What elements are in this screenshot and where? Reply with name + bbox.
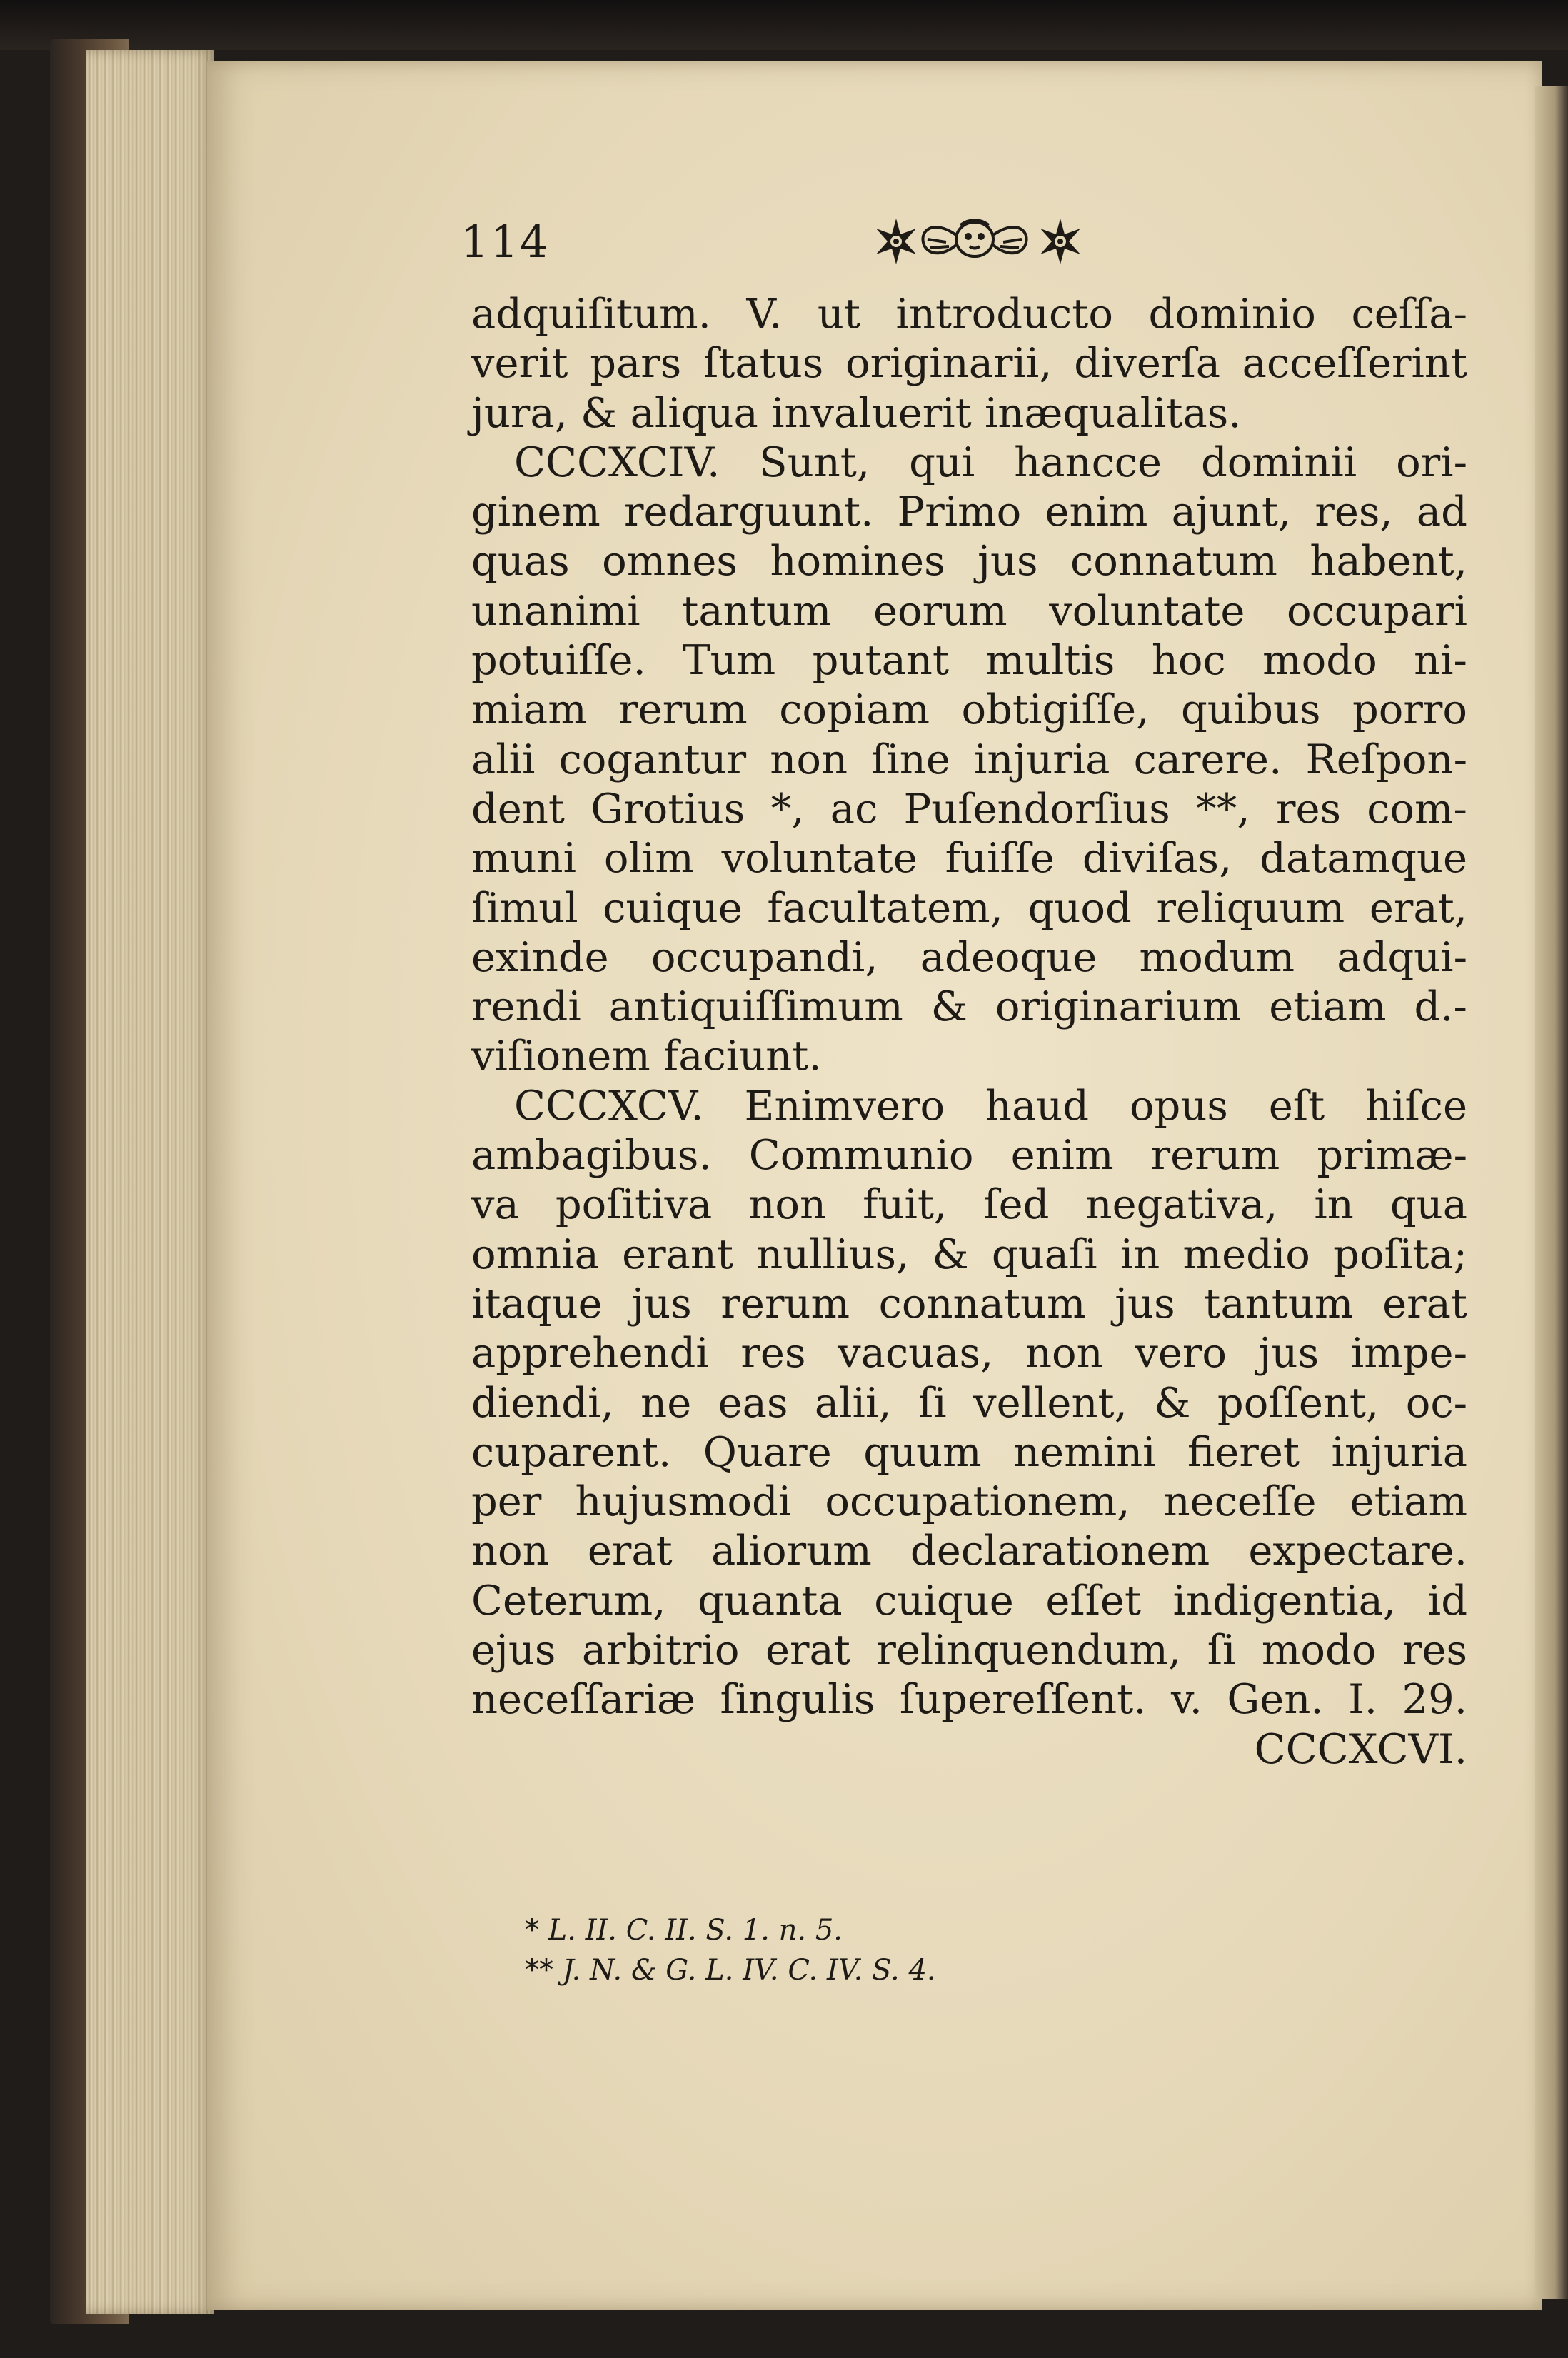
text-line: ambagibus. Communio enim rerum primæ- xyxy=(471,1131,1467,1180)
text-line: ginem redarguunt. Primo enim ajunt, res, ad xyxy=(471,488,1467,536)
text-line: unanimi tantum eorum voluntate occupari xyxy=(471,586,1467,635)
text-line: ejus arbitrio erat relinquendum, ſi modo res xyxy=(471,1626,1467,1675)
text-line: omnia erant nullius, & quaſi in medio poſita; xyxy=(471,1230,1467,1278)
text-line: dent Grotius *, ac Puſendorſius **, res com- xyxy=(471,784,1467,833)
text-line: va poſitiva non fuit, ſed negativa, in qua xyxy=(471,1180,1467,1229)
page-right-edge xyxy=(1535,86,1568,2299)
text-line: diendi, ne eas alii, ſi vellent, & poſſent, oc- xyxy=(471,1378,1467,1427)
text-line: viſionem faciunt. xyxy=(471,1032,822,1080)
text-line: itaque jus rerum connatum jus tantum erat xyxy=(471,1279,1467,1328)
page-body xyxy=(471,289,1467,1774)
text-line: adquiſitum. V. ut introducto dominio ceſſa- xyxy=(471,290,1467,338)
footnote: * L. II. C. II. S. 1. n. 5. xyxy=(525,1914,843,1947)
text-line: exinde occupandi, adeoque modum adqui- xyxy=(471,933,1467,981)
text-line: apprehendi res vacuas, non vero jus impe- xyxy=(471,1329,1467,1378)
text-line: jura, & aliqua invaluerit inæqualitas. xyxy=(471,388,1242,437)
catchword: CCCXCVI. xyxy=(1254,1725,1467,1773)
section-heading-line: CCCXCV. Enimvero haud opus eſt hiſce xyxy=(514,1081,1467,1130)
text-line: neceſſariæ ſingulis ſupereſſent. v. Gen. I. 29. xyxy=(471,1675,1467,1724)
page-header xyxy=(461,200,1496,279)
scan-background xyxy=(0,0,1568,50)
text-line: miam rerum copiam obtigiſſe, quibus porro xyxy=(471,686,1467,734)
text-line: cuparent. Quare quum nemini fieret injuria xyxy=(471,1428,1467,1476)
text-line: quas omnes homines jus connatum habent, xyxy=(471,537,1467,586)
page-edges xyxy=(86,50,214,2314)
text-line: potuiſſe. Tum putant multis hoc modo ni- xyxy=(471,636,1467,685)
page-number: 114 xyxy=(461,216,550,268)
footnotes xyxy=(525,1910,1239,1990)
ornament-cherub-stars-icon xyxy=(803,200,1146,279)
text-line: verit pars ſtatus originarii, diverſa acceſſerint xyxy=(471,339,1467,388)
section-heading-line: CCCXCIV. Sunt, qui hancce dominii ori- xyxy=(514,438,1467,486)
footnote: ** J. N. & G. L. IV. C. IV. S. 4. xyxy=(525,1954,936,1987)
text-line: non erat aliorum declarationem expectare. xyxy=(471,1527,1467,1575)
text-line: muni olim voluntate fuiſſe diviſas, datamque xyxy=(471,834,1467,883)
text-line: Ceterum, quanta cuique eſſet indigentia, id xyxy=(471,1576,1467,1625)
text-line: rendi antiquiſſimum & originarium etiam d.- xyxy=(471,983,1467,1031)
text-line: ſimul cuique facultatem, quod reliquum erat, xyxy=(471,883,1467,932)
text-line: alii cogantur non ſine injuria carere. Reſpon- xyxy=(471,735,1467,783)
text-line: per hujusmodi occupationem, neceſſe etiam xyxy=(471,1477,1467,1526)
